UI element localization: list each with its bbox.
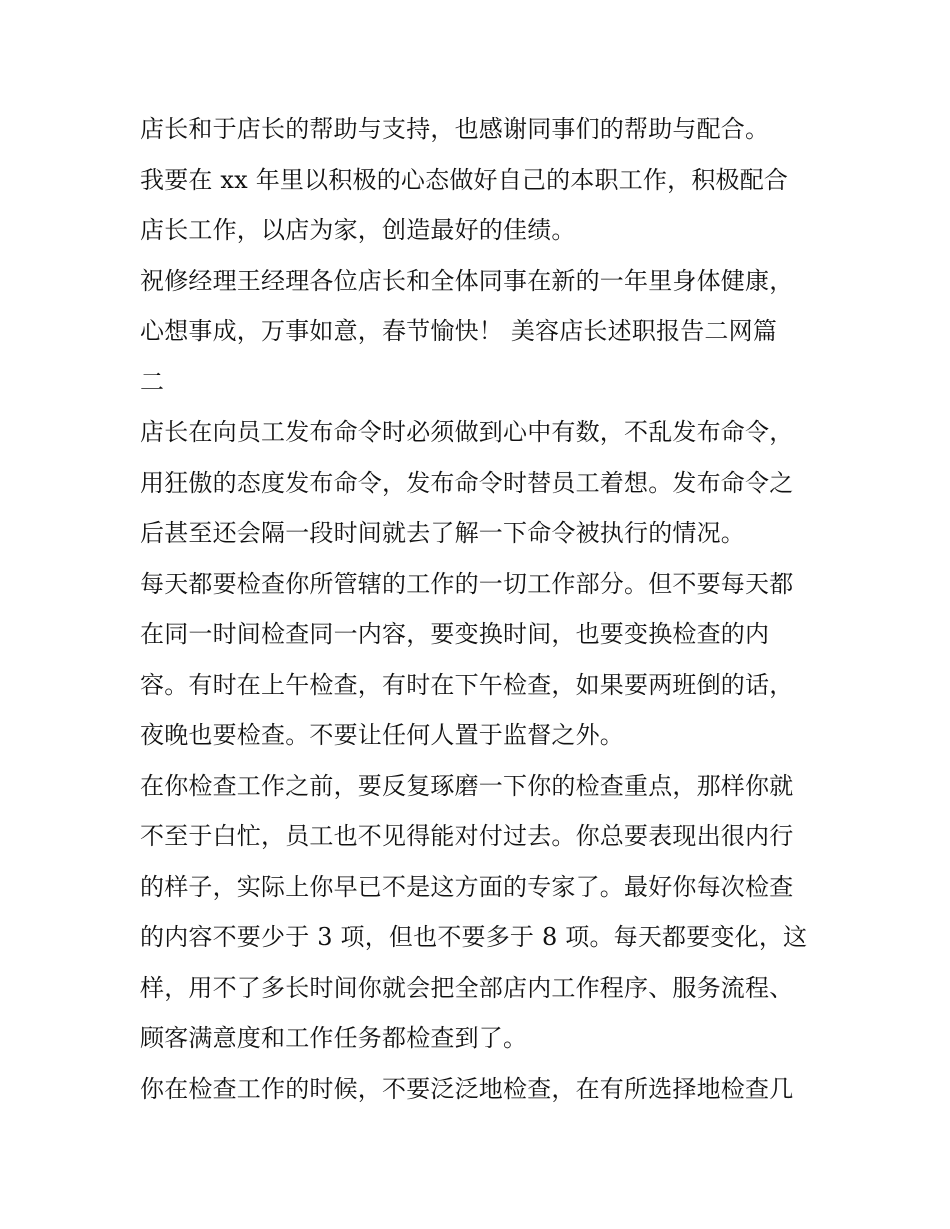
text-line-4: 祝修经理王经理各位店长和全体同事在新的一年里身体健康， <box>140 266 794 295</box>
text-line-10: 每天都要检查你所管辖的工作的一切工作部分。但不要每天都 <box>140 569 794 598</box>
text-line-19: 顾客满意度和工作任务都检查到了。 <box>140 1024 528 1052</box>
text-line-16: 的样子，实际上你早已不是这方面的专家了。最好你每次检查 <box>140 872 794 901</box>
text-line-9: 后甚至还会隔一段时间就去了解一下命令被执行的情况。 <box>140 519 745 547</box>
text-line-17: 的内容不要少于 3 项，但也不要多于 8 项。每天都要变化，这 <box>140 923 808 951</box>
text-line-1: 店长和于店长的帮助与支持，也感谢同事们的帮助与配合。 <box>140 115 770 143</box>
text-line-12: 容。有时在上午检查，有时在下午检查，如果要两班倒的话， <box>140 670 794 699</box>
text-line-11: 在同一时间检查同一内容，要变换时间，也要变换检查的内 <box>140 620 770 648</box>
text-line-8: 用狂傲的态度发布命令，发布命令时替员工着想。发布命令之 <box>140 468 794 497</box>
text-line-6: 二 <box>140 367 165 396</box>
text-line-18: 样，用不了多长时间你就会把全部店内工作程序、服务流程、 <box>140 973 794 1002</box>
text-line-13: 夜晚也要检查。不要让任何人置于监督之外。 <box>140 721 624 749</box>
text-line-3: 店长工作，以店为家，创造最好的佳绩。 <box>140 216 576 244</box>
text-line-15: 不至于白忙，员工也不见得能对付过去。你总要表现出很内行 <box>140 822 794 850</box>
document-body <box>140 104 820 1114</box>
text-line-14: 在你检查工作之前，要反复琢磨一下你的检查重点，那样你就 <box>140 771 794 800</box>
text-line-2: 我要在 xx 年里以积极的心态做好自己的本职工作，积极配合 <box>140 165 789 194</box>
text-line-7: 店长在向员工发布命令时必须做到心中有数，不乱发布命令， <box>140 418 794 446</box>
text-line-20: 你在检查工作的时候，不要泛泛地检查，在有所选择地检查几 <box>140 1074 794 1103</box>
text-line-5: 心想事成，万事如意，春节愉快！ 美容店长述职报告二网篇 <box>140 317 778 345</box>
